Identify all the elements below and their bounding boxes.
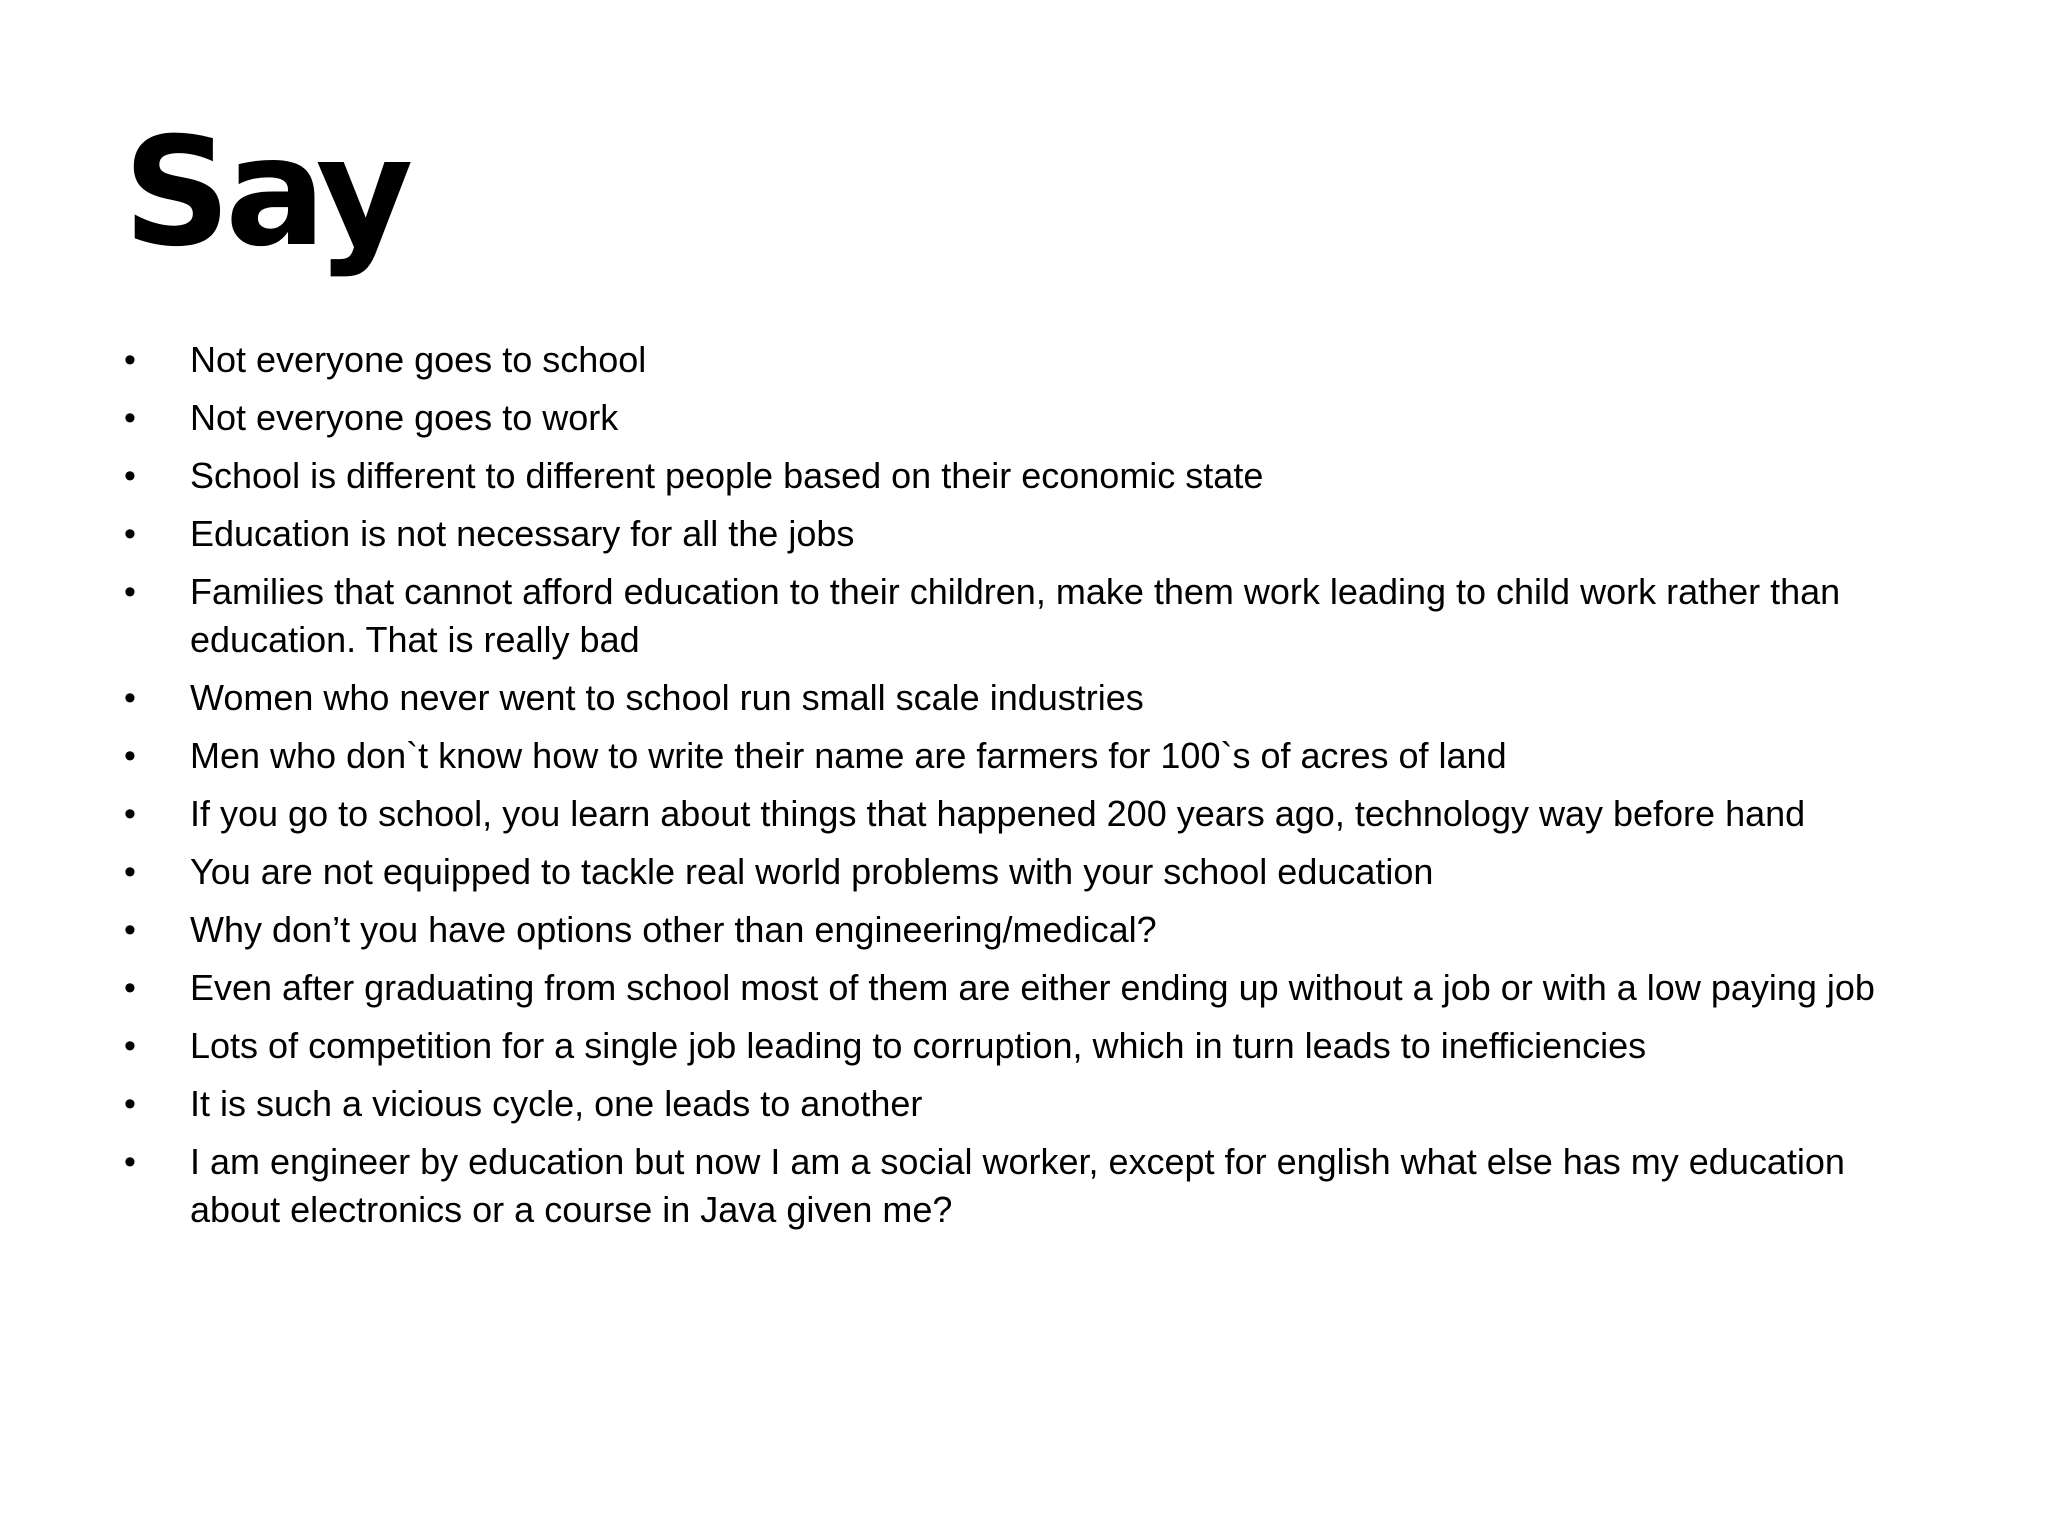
bullet-item: [0, 1022, 1930, 1070]
bullet-text: You are not equipped to tackle real world problems with your school education: [190, 851, 1434, 892]
bullet-text: Men who don`t know how to write their name are farmers for 100`s of acres of land: [190, 735, 1507, 776]
bullet-list: [0, 336, 1980, 1244]
bullet-item: [0, 790, 1930, 838]
bullet-text: Education is not necessary for all the jobs: [190, 513, 855, 554]
bullet-item: [0, 452, 1930, 500]
bullet-marker: •: [124, 679, 136, 717]
bullet-marker: •: [124, 457, 136, 495]
bullet-marker: •: [124, 1085, 136, 1123]
bullet-text: School is different to different people based on their economic state: [190, 455, 1264, 496]
bullet-item: [0, 1080, 1930, 1128]
bullet-marker: •: [124, 399, 136, 437]
bullet-item: [0, 336, 1930, 384]
slide-title: Say: [123, 106, 408, 280]
bullet-item: [0, 1138, 1930, 1234]
bullet-marker: •: [124, 1143, 136, 1181]
bullet-text: Not everyone goes to school: [190, 339, 647, 380]
bullet-item: [0, 674, 1930, 722]
bullet-marker: •: [124, 341, 136, 379]
bullet-marker: •: [124, 911, 136, 949]
bullet-marker: •: [124, 515, 136, 553]
bullet-item: [0, 906, 1930, 954]
bullet-text: Lots of competition for a single job leading to corruption, which in turn leads to inefficiencies: [190, 1025, 1647, 1066]
bullet-item: [0, 848, 1930, 896]
bullet-marker: •: [124, 1027, 136, 1065]
bullet-text: Not everyone goes to work: [190, 397, 619, 438]
bullet-text: If you go to school, you learn about things that happened 200 years ago, technology way before hand: [190, 793, 1806, 834]
bullet-text: Why don’t you have options other than engineering/medical?: [190, 909, 1157, 950]
bullet-item: [0, 964, 1930, 1012]
bullet-item: [0, 510, 1930, 558]
bullet-marker: •: [124, 853, 136, 891]
bullet-item: [0, 732, 1930, 780]
bullet-marker: •: [124, 795, 136, 833]
bullet-text: Even after graduating from school most of them are either ending up without a job or with a low paying job: [190, 967, 1875, 1008]
bullet-marker: •: [124, 737, 136, 775]
bullet-marker: •: [124, 969, 136, 1007]
bullet-text: Women who never went to school run small scale industries: [190, 677, 1144, 718]
bullet-text: I am engineer by education but now I am a social worker, except for english what else has my education about electronics or a course in Java given me?: [190, 1141, 1845, 1230]
bullet-marker: •: [124, 573, 136, 611]
bullet-text: It is such a vicious cycle, one leads to another: [190, 1083, 923, 1124]
bullet-item: [0, 394, 1930, 442]
bullet-text: Families that cannot afford education to their children, make them work leading to child work rather than education. That is really bad: [190, 571, 1841, 660]
bullet-item: [0, 568, 1930, 664]
